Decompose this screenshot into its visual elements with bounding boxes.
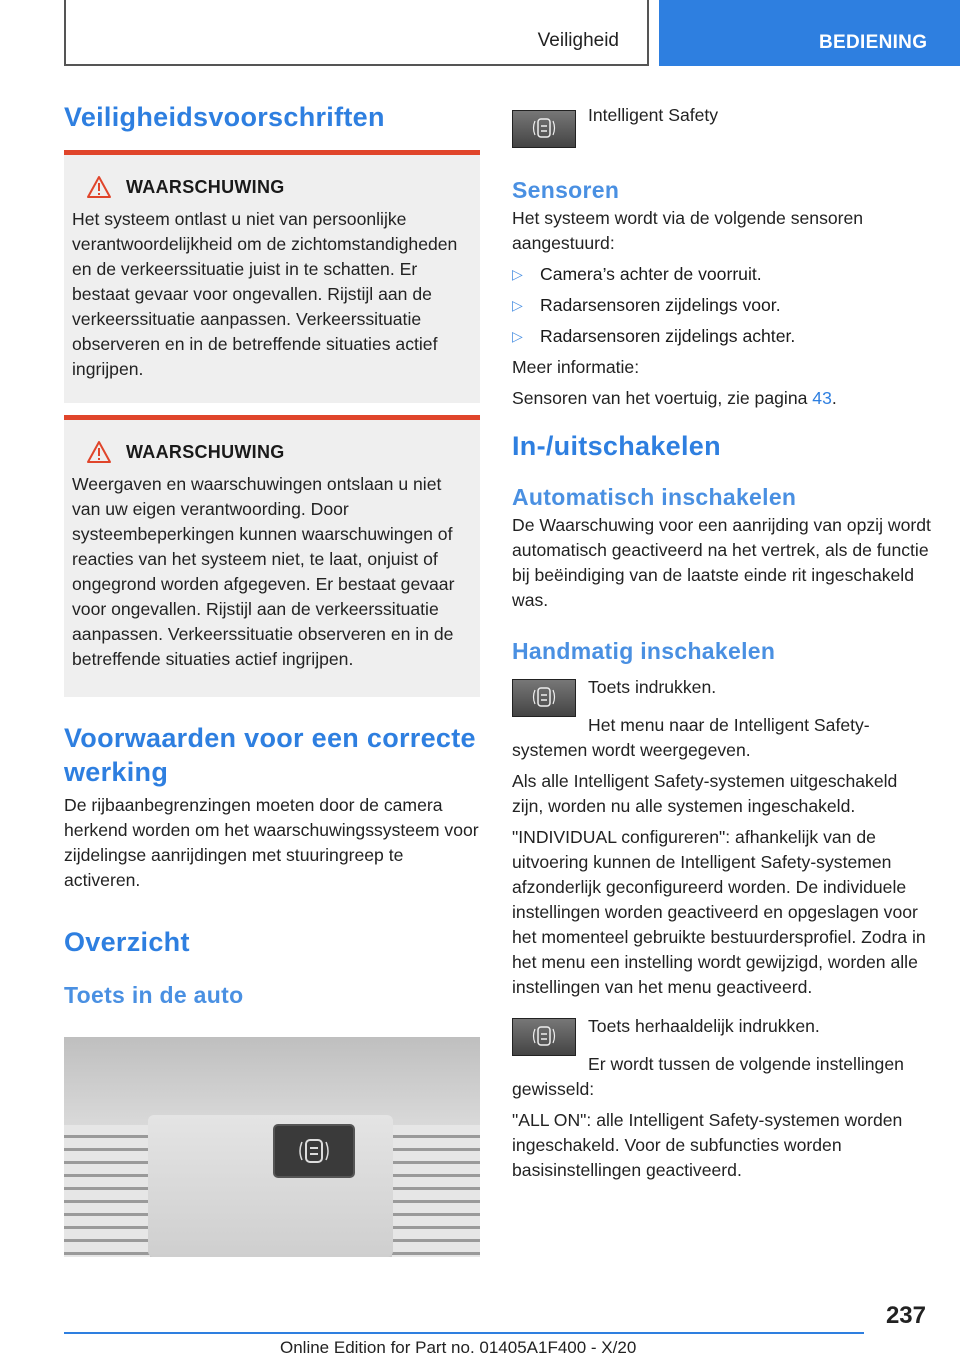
warning-triangle-icon: [86, 175, 112, 199]
triangle-bullet-icon: ▷: [512, 266, 523, 282]
warning-label-1: WAARSCHUWING: [126, 176, 285, 197]
conditions-title: Voorwaarden voor een correcte werking: [64, 723, 476, 787]
list-item: ▷ Radarsensoren zijdelings voor.: [512, 293, 932, 318]
all-on-text: "ALL ON": alle Intelligent Safety-systemen worden ingeschakeld. Voor de subfuncties worden basisinstellingen geactiveerd.: [512, 1110, 903, 1180]
list-item: ▷ Camera’s achter de voorruit.: [512, 262, 932, 287]
overview-title: Overzicht: [64, 927, 190, 957]
intelligent-safety-key-image: [512, 679, 576, 717]
warning-text-2: Weergaven en waarschuwingen ontslaan u niet van uw eigen verantwoording. Door systeembeperkingen kunnen waarschuwingen of reacties van het systeem niet, te laat, onjuist of ongegrond worden afgegeven. Er bestaat gevaar voor ongevallen. Rijstijl aan de verkeerssituatie aanpassen. Verkeerssituatie observeren en in de betreffende situaties actief ingrijpen.: [72, 474, 455, 669]
header-section-box: [64, 0, 649, 66]
conditions-text: De rijbaanbegrenzingen moeten door de camera herkend worden om het waarschuwingssysteem voor zijdelingse aanrijdingen met stuuringreep te activeren.: [64, 795, 479, 890]
triangle-bullet-icon: ▷: [512, 328, 523, 344]
safety-car-icon: [275, 1126, 353, 1176]
press-key-text: Toets indrukken.: [588, 677, 717, 697]
warning-triangle-icon: [86, 440, 112, 464]
list-item: ▷ Radarsensoren zijdelings achter.: [512, 324, 932, 349]
individual-text: "INDIVIDUAL configureren": afhankelijk van de uitvoering kunnen de Intelligent Safety-systemen afzonderlijk geconfigureerd worden. De individuele instellingen worden geactiveerd en opgeslagen voor het momenteel gebruikte bestuurdersprofiel. Zodra in het menu een instelling wordt gewijzigd, worden alle instellingen van het menu geactiveerd.: [512, 827, 926, 997]
auto-switch-text: De Waarschuwing voor een aanrijding van opzij wordt automatisch geactiveerd na het vertrek, als de functie bij beëindiging van de laatste einde rit ingeschakeld was.: [512, 515, 931, 610]
safety-car-icon: [529, 684, 559, 712]
sensors-title: Sensoren: [512, 177, 620, 203]
safety-car-icon: [529, 115, 559, 143]
triangle-bullet-icon: ▷: [512, 297, 523, 313]
sensors-text: Het systeem wordt via de volgende sensoren aangestuurd:: [512, 208, 864, 253]
page-link[interactable]: 43: [812, 388, 832, 408]
page-number: 237: [885, 1302, 926, 1329]
edition-text: Online Edition for Part no. 01405A1F400 - X/20: [280, 1338, 637, 1357]
right-column: [512, 100, 932, 1183]
warning-box-2: [64, 415, 480, 697]
safety-title: Veiligheidsvoorschriften: [64, 102, 385, 132]
safety-car-icon: [529, 1023, 559, 1051]
warning-label-2: WAARSCHUWING: [126, 441, 285, 462]
all-off-text: Als alle Intelligent Safety-systemen uitgeschakeld zijn, worden nu alle systemen ingeschakeld.: [512, 771, 898, 816]
menu-shown-text: Het menu naar de Intelligent Safety-systemen wordt weergegeven.: [512, 715, 870, 760]
switch-between-text: Er wordt tussen de volgende instellingen gewisseld:: [512, 1054, 904, 1099]
intelligent-safety-key-image: [512, 1018, 576, 1056]
auto-switch-title: Automatisch inschakelen: [512, 484, 797, 510]
header-chapter-title: BEDIENING: [819, 32, 928, 53]
warning-text-1: Het systeem ontlast u niet van persoonlijke verantwoordelijkheid om de zichtomstandigheden en de verkeerssituatie juist in te schatten. Er bestaat gevaar voor ongevallen. Rijstijl aan de verkeerssituatie aanpassen. Verkeerssituatie observeren en in de betreffende situaties actief ingrijpen.: [72, 209, 458, 379]
switch-title: In-/uitschakelen: [512, 431, 721, 461]
press-repeat-text: Toets herhaaldelijk indrukken.: [588, 1016, 820, 1036]
manual-switch-title: Handmatig inschakelen: [512, 638, 776, 664]
header-section-title: Veiligheid: [537, 30, 619, 51]
sensor-reference: Sensoren van het voertuig, zie pagina 43.: [512, 388, 837, 408]
header-chapter-tab: [659, 0, 960, 66]
intelligent-safety-key-image: [512, 110, 576, 148]
button-in-car-title: Toets in de auto: [64, 982, 244, 1008]
more-info-label: Meer informatie:: [512, 357, 640, 377]
footer-divider: [64, 1332, 864, 1334]
intelligent-safety-button: [273, 1124, 355, 1178]
intelligent-safety-label: Intelligent Safety: [588, 105, 719, 125]
center-panel: [148, 1115, 393, 1257]
air-vent-right: [392, 1125, 480, 1257]
left-column: [64, 100, 480, 1257]
air-vent-left: [64, 1125, 150, 1257]
car-button-photo: [64, 1037, 480, 1257]
sensor-list: [512, 262, 932, 349]
warning-box-1: [64, 150, 480, 403]
